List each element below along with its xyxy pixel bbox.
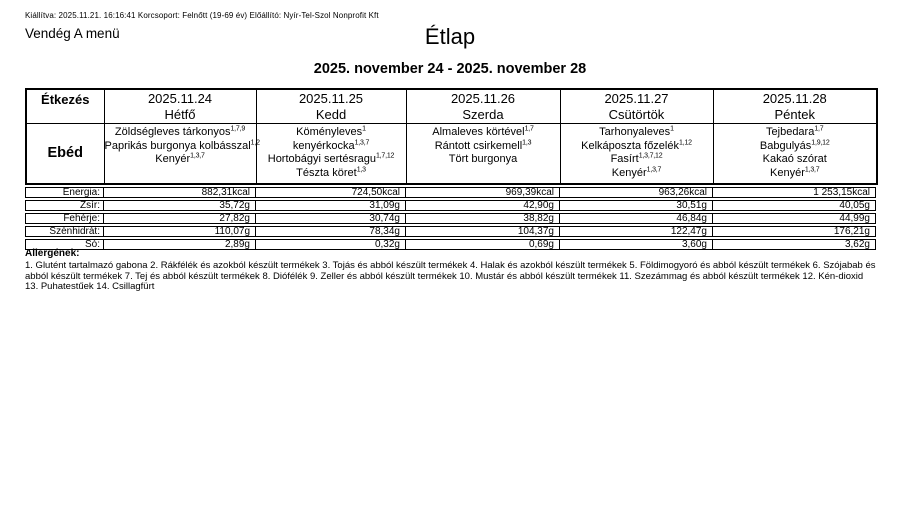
allergen-superscript: 1,3,7 xyxy=(190,152,205,160)
allergen-superscript: 1,7,12 xyxy=(375,152,395,160)
allergens-section xyxy=(25,248,878,293)
nutrition-value: 42,90g xyxy=(405,201,559,210)
menu-item: Tarhonyaleves$^1$ xyxy=(599,125,674,138)
allergen-superscript: 1,3,7 xyxy=(646,165,662,173)
day-name: Kedd xyxy=(315,107,347,122)
day-header xyxy=(256,89,406,124)
nutrition-value: 35,72g xyxy=(103,201,255,210)
page-title: Étlap xyxy=(424,24,476,49)
menu-item: Kenyér$^{1,3,7}$ xyxy=(611,165,662,179)
allergen-superscript: 1,3,7,12 xyxy=(638,152,663,160)
day-menu-cell xyxy=(104,124,260,184)
menu-item: Tészta köret$^{1,3}$ xyxy=(296,165,366,179)
nutrition-value: 3,62g xyxy=(712,240,875,249)
nutrition-label: Fehérje: xyxy=(63,212,100,224)
nutrition-value: 110,07g xyxy=(103,227,255,236)
day-menu-cell xyxy=(406,124,560,184)
allergens-heading: Allergének: xyxy=(25,248,80,259)
day-menu-cell xyxy=(256,124,406,184)
day-header xyxy=(104,89,256,124)
nutrition-rows xyxy=(25,187,876,250)
day-header xyxy=(406,89,560,124)
menu-item: Babgulyás$^{1,9,12}$ xyxy=(759,138,830,152)
menu-item: Fasírt$^{1,3,7,12}$ xyxy=(610,152,663,165)
day-menu-cell xyxy=(713,124,877,184)
allergen-superscript: 1,7,9 xyxy=(230,125,246,133)
day-date: 2025.11.27 xyxy=(604,91,669,106)
nutrition-value: 30,51g xyxy=(559,201,712,210)
nutrition-value: 0,32g xyxy=(255,240,405,249)
nutrition-value: 104,37g xyxy=(405,227,559,236)
menu-item: Kelkáposzta főzelék$^{1,12}$ xyxy=(581,138,692,152)
day-name: Hétfő xyxy=(164,107,196,122)
nutrition-label: Szénhidrát: xyxy=(49,225,100,237)
menu-item: Paprikás burgonya kolbásszal$^{1,2}$ xyxy=(104,138,260,152)
menu-item: Hortobágyi sertésragu$^{1,7,12}$ xyxy=(267,152,395,165)
allergen-superscript: 1,7 xyxy=(814,125,824,133)
nutrition-value: 40,05g xyxy=(712,201,875,210)
nutrition-value: 30,74g xyxy=(255,214,405,223)
weekly-menu-table xyxy=(25,88,878,185)
table-header-row xyxy=(26,89,877,124)
menu-name: Vendég A menü xyxy=(25,26,120,41)
issued-meta-line: Kiállítva: 2025.11.21. 16:16:41 Korcsoport: Felnőtt (19-69 év) Előállító: Nyír-Tel-Szol Nonprofit Kft xyxy=(25,11,379,20)
nutrition-value: 963,26kcal xyxy=(559,188,712,197)
nutrition-value: 0,69g xyxy=(405,240,559,249)
nutrition-value: 31,09g xyxy=(255,201,405,210)
meal-row-label: Ebéd xyxy=(26,124,104,184)
allergen-superscript: 1,3,7 xyxy=(354,138,370,146)
day-header xyxy=(713,89,877,124)
allergen-superscript: 1,3 xyxy=(356,165,366,173)
nutrition-value: 2,89g xyxy=(103,240,255,249)
menu-item: Rántott csirkemell$^{1,3}$ xyxy=(434,138,532,152)
nutrition-value: 46,84g xyxy=(559,214,712,223)
week-date-range: 2025. november 24 - 2025. november 28 xyxy=(313,61,587,77)
allergens-list-text: 1. Glutént tartalmazó gabona 2. Rákfélék és azokból készült termékek 3. Tojás és abból készült termékek 4. Halak és azokból készült termékek 5. Földimogyoró és abból készült termékek 6. Szójabab és abból készült termékek 7. Tej és abból készült termékek 8. Diófélék 9. Zeller és abból készült termékek 10. Mustár és abból készült termékek 11. Szezámmag és abból készült termékek 12. Kén-dioxid 13. Puhatestűek 14. Csillagfürt xyxy=(25,260,876,292)
nutrition-value: 724,50kcal xyxy=(255,188,405,197)
day-date: 2025.11.28 xyxy=(762,91,827,106)
allergen-superscript: 1,3 xyxy=(522,138,532,146)
meal-column-header: Étkezés xyxy=(26,89,104,124)
nutrition-value: 176,21g xyxy=(712,227,875,236)
nutrition-label: Só: xyxy=(84,238,100,250)
menu-item: Almaleves körtével$^{1,7}$ xyxy=(432,125,534,138)
allergen-superscript: 1,7 xyxy=(524,125,534,133)
allergen-superscript: 1,3,7 xyxy=(804,165,820,173)
nutrition-label: Energia: xyxy=(62,186,100,198)
nutrition-value: 122,47g xyxy=(559,227,712,236)
menu-item: Kenyér$^{1,3,7}$ xyxy=(155,152,205,165)
day-name: Csütörtök xyxy=(608,107,665,122)
day-name: Szerda xyxy=(462,107,504,122)
nutrition-value: 44,99g xyxy=(712,214,875,223)
nutrition-row xyxy=(25,213,876,224)
lunch-row xyxy=(26,124,877,184)
day-menu-cell xyxy=(560,124,713,184)
nutrition-label: Zsír: xyxy=(80,199,100,211)
menu-item: kenyérkocka$^{1,3,7}$ xyxy=(292,138,370,152)
allergen-superscript: 1,9,12 xyxy=(811,138,830,146)
nutrition-row xyxy=(25,226,876,237)
menu-item: Tejbedara$^{1,7}$ xyxy=(766,125,824,138)
allergen-superscript: 1 xyxy=(362,125,366,133)
nutrition-value: 78,34g xyxy=(255,227,405,236)
menu-item: Tört burgonya xyxy=(448,153,518,165)
day-date: 2025.11.25 xyxy=(298,91,364,106)
menu-item: Kakaó szórat xyxy=(762,153,827,165)
menu-item: Kenyér$^{1,3,7}$ xyxy=(770,165,820,179)
nutrition-value: 1 253,15kcal xyxy=(712,188,875,197)
menu-item: Köményleves$^1$ xyxy=(296,125,366,138)
menu-item: Zöldségleves tárkonyos$^{1,7,9}$ xyxy=(114,125,246,138)
menu-table-section xyxy=(25,88,876,250)
day-name: Péntek xyxy=(774,107,815,122)
day-header xyxy=(560,89,713,124)
nutrition-value: 3,60g xyxy=(559,240,712,249)
nutrition-value: 882,31kcal xyxy=(103,188,255,197)
day-date: 2025.11.26 xyxy=(450,91,516,106)
nutrition-value: 969,39kcal xyxy=(405,188,559,197)
nutrition-value: 27,82g xyxy=(103,214,255,223)
nutrition-row xyxy=(25,187,876,198)
day-date: 2025.11.24 xyxy=(147,91,213,106)
nutrition-row xyxy=(25,200,876,211)
allergen-superscript: 1,12 xyxy=(679,138,692,146)
allergen-superscript: 1 xyxy=(670,125,674,133)
nutrition-value: 38,82g xyxy=(405,214,559,223)
allergen-superscript: 1,2 xyxy=(250,138,260,146)
